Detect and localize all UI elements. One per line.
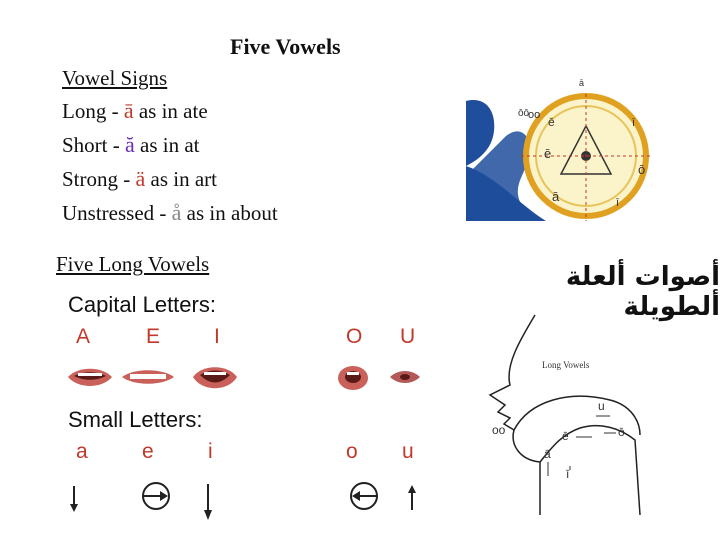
diagram-label-i: ī [616, 197, 620, 209]
mouth-u-image [388, 367, 422, 387]
row-example: as in about [186, 201, 278, 225]
arrow-down-long-icon [204, 484, 212, 520]
diagram-label-o: ō [638, 162, 646, 177]
vowel-sign-row-unstressed [62, 200, 278, 226]
long-vowels-head-diagram [480, 310, 670, 520]
vowel-symbol: ă [125, 132, 135, 157]
row-label: Unstressed - [62, 201, 172, 225]
small-letters-label: Small Letters: [68, 407, 203, 432]
vowel-sign-row-strong [62, 166, 217, 192]
mouth-a-image [66, 362, 114, 392]
diagram-caption: Long Vowels [542, 360, 590, 370]
head-label-oo: oo [492, 423, 506, 437]
vowel-signs-heading-text: Vowel Signs [62, 66, 168, 90]
capital-letter-a: A [76, 325, 91, 348]
small-letter-e: e [142, 440, 154, 463]
long-vowels-heading: Five Long Vowels [56, 252, 210, 276]
diagram-label-top: ā [579, 78, 585, 88]
arrow-up-icon [408, 485, 416, 510]
diagram-label-a: ā [552, 189, 560, 204]
arrow-down-short-icon [70, 486, 78, 512]
vowel-articulation-diagram [466, 56, 672, 221]
direction-arrows [62, 480, 442, 524]
mouth-i-image [190, 360, 240, 394]
head-label-u: u [598, 399, 605, 413]
capital-letter-e: E [146, 325, 161, 348]
slide-title: Five Vowels [230, 34, 341, 59]
vowel-symbol: ä [135, 166, 146, 191]
row-label: Short - [62, 133, 125, 157]
diagram-label-e: ē [544, 146, 552, 161]
head-label-a: ā [544, 447, 551, 461]
small-letter-i: i [208, 440, 213, 463]
vowel-signs-heading [62, 66, 167, 91]
arrow-right-circle-icon [142, 483, 169, 509]
row-label: Long - [62, 99, 124, 123]
small-letter-o: o [346, 440, 358, 463]
head-label-i: ī [566, 467, 570, 481]
row-label: Strong - [62, 167, 136, 191]
vowel-symbol: ā [123, 98, 134, 123]
small-letter-u: u [402, 440, 414, 463]
vowel-symbol: å [171, 200, 182, 225]
arabic-heading: أصوات ألعلة ألطويلة [565, 262, 720, 322]
capital-letters-label: Capital Letters: [68, 292, 216, 317]
diagram-label-oo-2: ōō [518, 108, 530, 119]
diagram-label-e-top: ē [548, 115, 555, 129]
row-example: as in art [150, 167, 217, 191]
arrow-left-circle-icon [351, 483, 378, 509]
vowel-sign-row-short [62, 132, 200, 158]
head-label-e: ē [562, 429, 569, 443]
mouth-e-image [120, 364, 176, 390]
head-label-o: ō [618, 425, 625, 439]
capital-letter-o: O [346, 325, 363, 348]
vowel-sign-row-long [62, 98, 208, 124]
row-example: as in at [140, 133, 200, 157]
diagram-label-oo: oo [528, 109, 541, 121]
mouth-o-image [336, 364, 370, 392]
diagram-label-i-top: ī [632, 117, 636, 129]
capital-letter-i: I [214, 325, 220, 348]
capital-letter-u: U [400, 325, 416, 348]
small-letter-a: a [76, 440, 88, 463]
row-example: as in ate [138, 99, 208, 123]
